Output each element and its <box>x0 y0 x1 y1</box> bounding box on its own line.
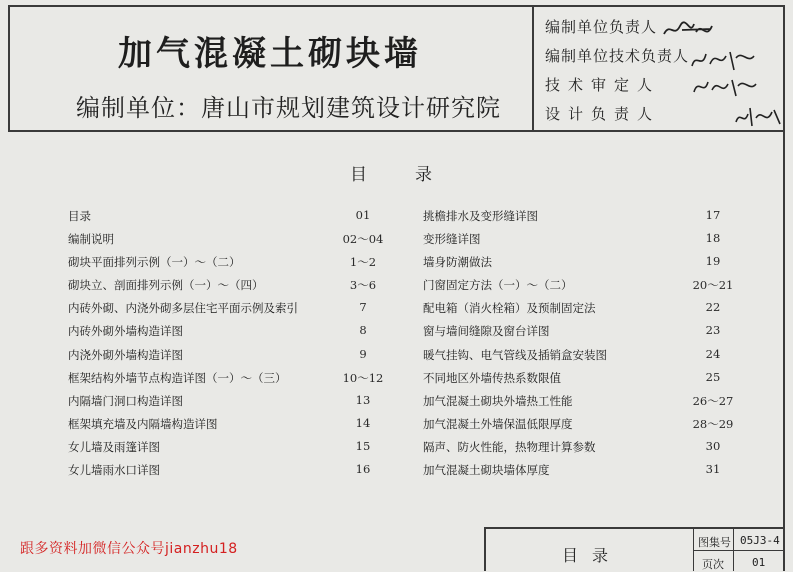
title-block-top-line <box>484 527 784 529</box>
toc-entry-title: 墙身防潮做法 <box>423 255 492 270</box>
toc-entry-page: 14 <box>355 415 371 430</box>
toc-entry[interactable] <box>68 345 378 368</box>
toc-entry-title: 女儿墙及雨篷详图 <box>68 439 160 454</box>
toc-entry-page: 8 <box>359 323 367 338</box>
toc-right-column <box>423 206 733 483</box>
toc-entry[interactable] <box>68 368 384 391</box>
toc-entry-page: 15 <box>355 438 371 453</box>
toc-entry-title: 暖气挂钩、电气管线及插销盒安装图 <box>423 347 607 362</box>
toc-entry-page: 17 <box>705 208 721 222</box>
toc-entry-page: 01 <box>355 208 371 222</box>
toc-entry-page: 18 <box>705 231 721 246</box>
toc-heading-left: 目 <box>350 165 367 185</box>
signature-role: 编制单位技术负责人 <box>545 47 690 65</box>
signature-row <box>545 45 705 74</box>
toc-entry-title: 内浇外砌外墙构造详图 <box>68 347 183 362</box>
handwritten-signature <box>732 104 784 130</box>
toc-entry-title: 隔声、防火性能，热物理计算参数 <box>423 439 596 454</box>
toc-entry-page: 13 <box>355 392 371 407</box>
toc-entry[interactable] <box>68 206 378 229</box>
toc-entry-page: 22 <box>705 300 721 315</box>
toc-entry-page: 26～27 <box>692 393 734 408</box>
title-block-divider <box>733 527 734 571</box>
toc-entry-title: 加气混凝土外墙保温低限厚度 <box>423 416 573 431</box>
page-number-value: 01 <box>752 556 766 569</box>
toc-entry-page: 9 <box>359 346 367 361</box>
handwritten-signature <box>688 46 758 74</box>
toc-entry[interactable] <box>423 229 733 252</box>
signature-role: 设计负责人 <box>545 105 661 123</box>
toc-entry[interactable] <box>68 321 378 344</box>
toc-entry-title: 编制说明 <box>68 232 114 247</box>
toc-entry[interactable] <box>423 275 733 298</box>
toc-entry-title: 门窗固定方法（一）～（二） <box>423 278 573 293</box>
title-block-title: 目录 <box>562 546 623 565</box>
toc-entry-page: 7 <box>359 300 367 315</box>
toc-entry[interactable] <box>68 298 378 321</box>
toc-entry[interactable] <box>423 414 733 437</box>
toc-entry[interactable] <box>423 368 733 391</box>
toc-entry-page: 25 <box>705 369 721 384</box>
signature-divider <box>532 5 534 132</box>
toc-entry[interactable] <box>68 275 378 298</box>
toc-entry-page: 3～6 <box>349 278 377 293</box>
page-title: 加气混凝土砌块墙 <box>118 34 422 74</box>
atlas-number-label: 图集号 <box>698 536 731 549</box>
toc-entry-title: 砌块立、剖面排列示例（一）～（四） <box>68 278 264 293</box>
toc-entry[interactable] <box>68 229 384 252</box>
toc-entry-title: 不同地区外墙传热系数限值 <box>423 370 561 385</box>
toc-entry-title: 配电箱（消火栓箱）及预制固定法 <box>423 301 596 316</box>
toc-entry[interactable] <box>423 437 733 460</box>
toc-entry-page: 19 <box>705 254 721 269</box>
toc-entry-page: 24 <box>705 346 721 361</box>
toc-entry-title: 内砖外砌、内浇外砌多层住宅平面示例及索引 <box>68 301 298 316</box>
right-border <box>783 5 785 571</box>
toc-entry-page: 31 <box>705 462 721 477</box>
page-number-label: 页次 <box>702 558 724 571</box>
toc-entry[interactable] <box>68 460 378 483</box>
toc-entry-title: 变形缝详图 <box>423 232 481 247</box>
toc-entry-page: 02～04 <box>342 232 384 247</box>
toc-entry-title: 目录 <box>68 209 91 223</box>
toc-entry-page: 30 <box>705 438 721 453</box>
toc-entry-page: 28～29 <box>692 416 734 431</box>
toc-entry-title: 加气混凝土砌块外墙热工性能 <box>423 393 573 408</box>
watermark-text: 跟多资料加微信公众号jianzhu18 <box>20 541 238 557</box>
toc-entry[interactable] <box>68 252 378 275</box>
title-block-divider <box>693 527 694 571</box>
toc-entry-title: 加气混凝土砌块墙体厚度 <box>423 463 550 478</box>
toc-entry-page: 23 <box>705 323 721 338</box>
toc-entry-title: 框架结构外墙节点构造详图（一）～（三） <box>68 370 287 385</box>
toc-entry[interactable] <box>68 391 378 414</box>
toc-entry-title: 内砖外砌外墙构造详图 <box>68 324 183 339</box>
toc-entry-page: 10～12 <box>342 370 384 385</box>
signature-role: 编制单位负责人 <box>545 18 658 36</box>
signature-row <box>545 74 705 103</box>
toc-entry-title: 窗与墙间缝隙及窗台详图 <box>423 324 550 339</box>
organization-line: 编制单位：唐山市规划建筑设计研究院 <box>76 94 501 122</box>
toc-entry[interactable] <box>423 460 733 483</box>
title-block-left-line <box>484 527 486 571</box>
toc-entry-title: 内隔墙门洞口构造详图 <box>68 393 183 408</box>
toc-heading-right: 录 <box>415 165 432 185</box>
toc-entry-page: 20～21 <box>692 278 734 293</box>
handwritten-signature <box>690 74 760 100</box>
toc-entry[interactable] <box>423 206 733 229</box>
toc-entry[interactable] <box>423 345 733 368</box>
toc-entry-title: 砌块平面排列示例（一）～（二） <box>68 255 241 270</box>
atlas-number-value: 05J3-4 <box>740 534 780 547</box>
signature-row <box>545 103 705 132</box>
toc-entry[interactable] <box>423 321 733 344</box>
toc-entry-title: 框架填充墙及内隔墙构造详图 <box>68 416 218 431</box>
title-block-mid-line <box>693 550 784 551</box>
left-border <box>8 5 10 131</box>
toc-entry[interactable] <box>68 437 378 460</box>
toc-entry-page: 16 <box>355 462 371 477</box>
toc-entry-title: 挑檐排水及变形缝详图 <box>423 209 538 223</box>
toc-entry[interactable] <box>423 252 733 275</box>
toc-entry-page: 1～2 <box>349 255 377 270</box>
toc-left-column <box>68 206 384 483</box>
toc-entry-title: 女儿墙雨水口详图 <box>68 463 160 478</box>
toc-entry[interactable] <box>68 414 378 437</box>
signature-role: 技术审定人 <box>545 76 661 94</box>
toc-entry[interactable] <box>423 298 733 321</box>
top-border <box>8 5 784 7</box>
handwritten-signature <box>660 18 720 42</box>
toc-entry[interactable] <box>423 391 733 414</box>
